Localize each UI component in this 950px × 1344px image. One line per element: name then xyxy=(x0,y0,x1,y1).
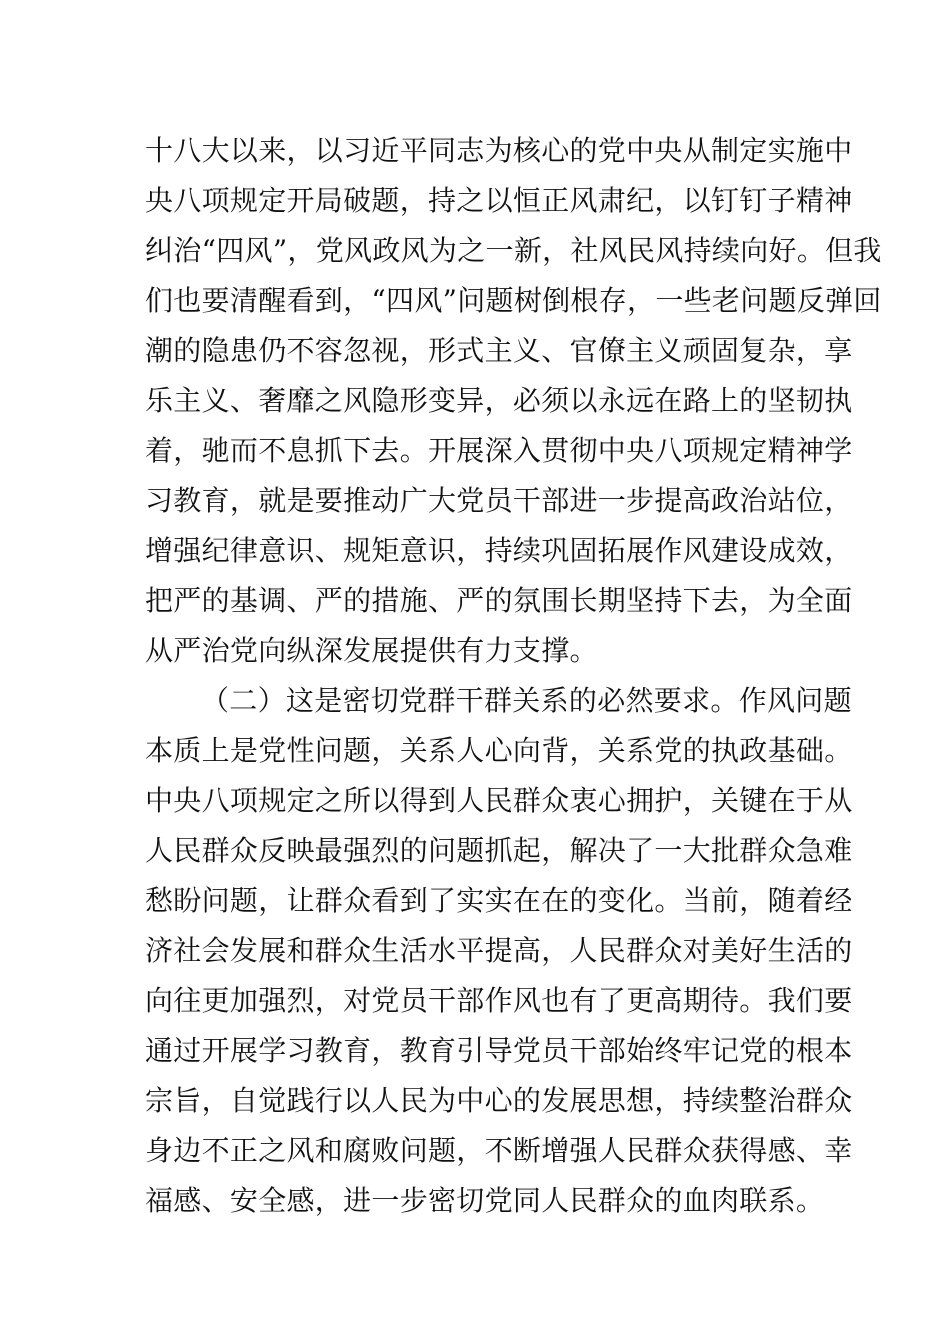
paragraph-line: 纠治“四风”，党风政风为之一新，社风民风持续向好。但我 xyxy=(145,234,882,267)
paragraph-line: 习教育，就是要推动广大党员干部进一步提高政治站位， xyxy=(145,484,853,517)
paragraph-line: 中央八项规定之所以得到人民群众衷心拥护，关键在于从 xyxy=(145,784,853,817)
paragraph-1 xyxy=(145,126,882,676)
paragraph-line: 福感、安全感，进一步密切党同人民群众的血肉联系。 xyxy=(145,1184,825,1217)
paragraph-2 xyxy=(145,676,853,1226)
paragraph-line: 身边不正之风和腐败问题，不断增强人民群众获得感、幸 xyxy=(145,1134,853,1167)
paragraph-line: 济社会发展和群众生活水平提高，人民群众对美好生活的 xyxy=(145,934,853,967)
paragraph-line: 央八项规定开局破题，持之以恒正风肃纪，以钉钉子精神 xyxy=(145,184,853,217)
paragraph-line: 人民群众反映最强烈的问题抓起，解决了一大批群众急难 xyxy=(145,834,853,867)
document-body xyxy=(145,126,882,1226)
paragraph-line: 通过开展学习教育，教育引导党员干部始终牢记党的根本 xyxy=(145,1034,853,1067)
paragraph-line: 潮的隐患仍不容忽视，形式主义、官僚主义顽固复杂，享 xyxy=(145,334,853,367)
paragraph-line: 十八大以来，以习近平同志为核心的党中央从制定实施中 xyxy=(145,134,853,167)
paragraph-line: 乐主义、奢靡之风隐形变异，必须以永远在路上的坚韧执 xyxy=(145,384,853,417)
paragraph-line: 增强纪律意识、规矩意识，持续巩固拓展作风建设成效， xyxy=(145,534,853,567)
paragraph-line: 宗旨，自觉践行以人民为中心的发展思想，持续整治群众 xyxy=(145,1084,853,1117)
paragraph-line: 向往更加强烈，对党员干部作风也有了更高期待。我们要 xyxy=(145,984,853,1017)
paragraph-line: 愁盼问题，让群众看到了实实在在的变化。当前，随着经 xyxy=(145,884,853,917)
paragraph-line: 本质上是党性问题，关系人心向背，关系党的执政基础。 xyxy=(145,734,853,767)
paragraph-line: 把严的基调、严的措施、严的氛围长期坚持下去，为全面 xyxy=(145,584,853,617)
paragraph-line: 从严治党向纵深发展提供有力支撑。 xyxy=(145,634,598,667)
paragraph-line-indented: （二）这是密切党群干群关系的必然要求。作风问题 xyxy=(201,684,852,717)
paragraph-line: 着，驰而不息抓下去。开展深入贯彻中央八项规定精神学 xyxy=(145,434,853,467)
paragraph-line: 们也要清醒看到，“四风”问题树倒根存，一些老问题反弹回 xyxy=(145,284,882,317)
